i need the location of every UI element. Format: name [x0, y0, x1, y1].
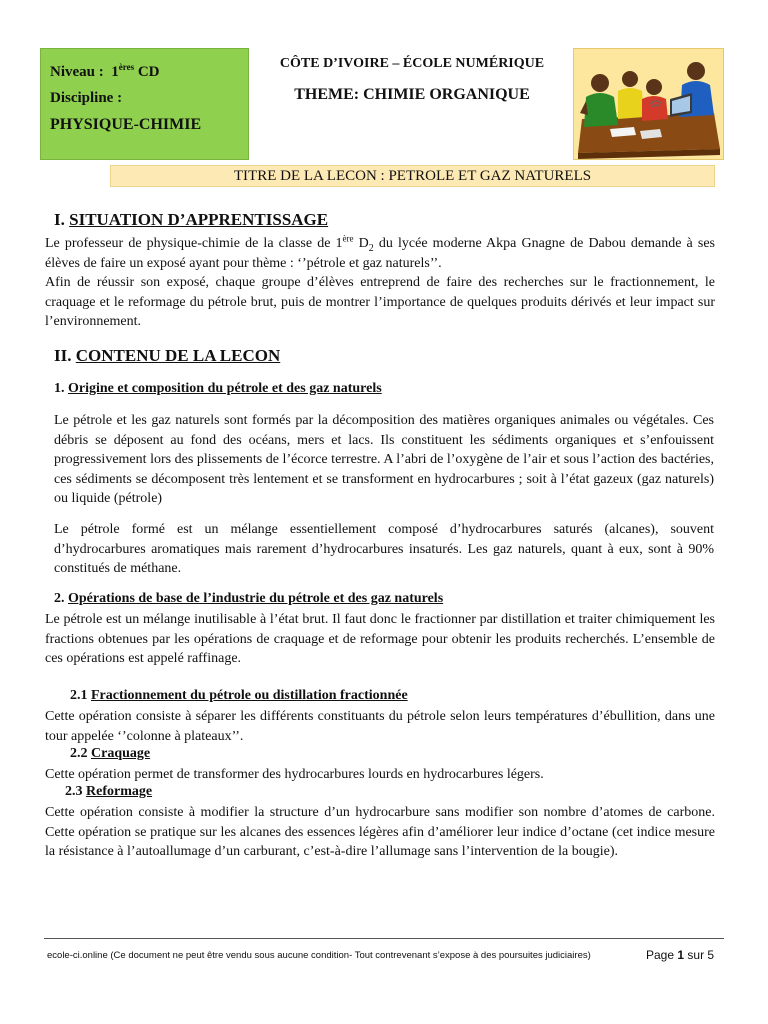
level-row: [50, 62, 248, 80]
subsection-1-heading: [54, 381, 382, 397]
s1-p1-part-c: du lycée moderne Akpa Gnagne de Dabou demande à ses élèves de faire un exposé ayant pour thème : ‘’pétrole et gaz naturels’’.: [45, 236, 715, 271]
section-1-paragraph-1: [45, 234, 715, 273]
page-label: Page: [646, 948, 675, 962]
discipline-label: Discipline :: [50, 90, 123, 106]
footer-notice: ecole-ci.online (Ce document ne peut être vendu sous aucune condition- Tout contrevenant s’expose à des poursuites judiciaires): [47, 950, 591, 961]
section-2-heading: [54, 346, 280, 366]
page-indicator: [646, 948, 714, 962]
subsection-2-paragraph: Le pétrole est un mélange inutilisable à l’état brut. Il faut donc le fractionner par distillation et traiter chimiquement les fractions obtenues par les opérations de craquage et de reformage pour obtenir les produits recherchés. L’ensemble de ces opérations est appelé raffinage.: [45, 612, 715, 666]
page-separator: sur: [687, 948, 705, 962]
classroom-illustration: [573, 48, 724, 160]
section-1-heading: [54, 210, 328, 230]
section-2-title: CONTENU DE LA LECON: [75, 346, 281, 365]
level-discipline-box: [40, 48, 249, 160]
subsection-1-paragraph-1: Le pétrole et les gaz naturels sont formés par la décomposition des matières organiques animales ou végétales. Ces débris se déposent au fond des océans, mers et lacs. Ils constituent les sédiments organiques et s’enfouissent progressivement lors des plissements de l’écorce terrestre. A l’abri de l’oxygène de l’air et sous l’action des bactéries, ces sédiments se décomposent très lentement et se transforment en hydrocarbures ; soit à l’état gazeux (gaz naturels) ou liquide (pétrole): [54, 413, 714, 506]
level-number: 1: [111, 64, 119, 80]
section-1-paragraph-2: Afin de réussir son exposé, chaque groupe d’élèves entreprend de faire des recherches sur le fractionnement, le craquage et le reformage du pétrole brut, puis de montrer l’importance de quelques produits dérivés et leur impact sur l’environnement.: [45, 275, 715, 329]
section-1-number: I.: [54, 210, 65, 229]
subsection-2-1-heading: [70, 688, 408, 704]
theme-title: THEME: CHIMIE ORGANIQUE: [294, 86, 530, 103]
subsection-2-3-title: Reformage: [86, 784, 153, 799]
document-heading: [252, 56, 572, 104]
page-current: 1: [677, 948, 685, 962]
footer-divider: [44, 938, 724, 939]
s1-p1-sup: ère: [342, 233, 354, 244]
s1-p1-part-a: Le professeur de physique-chimie de la classe de 1: [45, 236, 343, 251]
subsection-2-3-heading: [65, 784, 152, 800]
lesson-title: TITRE DE LA LECON : PETROLE ET GAZ NATURELS: [233, 168, 592, 184]
level-label: Niveau :: [50, 64, 104, 80]
discipline-value: PHYSIQUE-CHIMIE: [50, 116, 202, 133]
section-2-number: II.: [54, 346, 72, 365]
s1-p1-part-b: D: [353, 236, 369, 251]
section-1-title: SITUATION D’APPRENTISSAGE: [69, 210, 329, 229]
subsection-2-2-paragraph: Cette opération permet de transformer des hydrocarbures lourds en hydrocarbures légers.: [45, 767, 544, 782]
country-school: CÔTE D’IVOIRE – ÉCOLE NUMÉRIQUE: [279, 56, 545, 71]
subsection-2-title: Opérations de base de l’industrie du pétrole et des gaz naturels: [68, 591, 444, 606]
students-computer-icon: [574, 49, 724, 160]
subsection-1-title: Origine et composition du pétrole et des gaz naturels: [68, 381, 382, 396]
s1-p1-sub: 2: [368, 242, 374, 254]
lesson-title-bar: [110, 165, 715, 187]
subsection-1-paragraph-2: Le pétrole formé est un mélange essentiellement composé d’hydrocarbures saturés (alcanes), souvent d’hydrocarbures aromatiques mais rarement d’hydrocarbures insaturés. Les gaz naturels, quant à eux, sont à 90% constitués de méthane.: [54, 522, 714, 576]
subsection-2-2-title: Craquage: [91, 746, 151, 761]
subsection-2-3-paragraph: Cette opération consiste à modifier la structure d’un hydrocarbure sans modifier son nombre d’atomes de carbone. Cette opération se pratique sur les alcanes des essences légères afin d’améliorer leur indice d’octane (cet indice mesure la résistance à l’autoallumage d’un carburant, c’est-à-dire l’allumage sans l’intervention de la bougie).: [45, 805, 715, 859]
subsection-2-2-heading: [70, 746, 150, 762]
subsection-2-heading: [54, 591, 443, 607]
level-class: CD: [137, 64, 160, 80]
subsection-2-3-number: 2.3: [65, 784, 83, 799]
subsection-2-number: 2.: [54, 591, 65, 606]
subsection-2-1-number: 2.1: [70, 688, 88, 703]
level-sup: ères: [118, 62, 135, 72]
page-total: 5: [707, 948, 715, 962]
subsection-1-number: 1.: [54, 381, 65, 396]
subsection-2-1-paragraph: Cette opération consiste à séparer les différents constituants du pétrole selon leurs températures d’ébullition, dans une tour appelée ‘’colonne à plateaux’’.: [45, 709, 715, 744]
subsection-2-1-title: Fractionnement du pétrole ou distillation fractionnée: [91, 688, 408, 703]
subsection-2-2-number: 2.2: [70, 746, 88, 761]
